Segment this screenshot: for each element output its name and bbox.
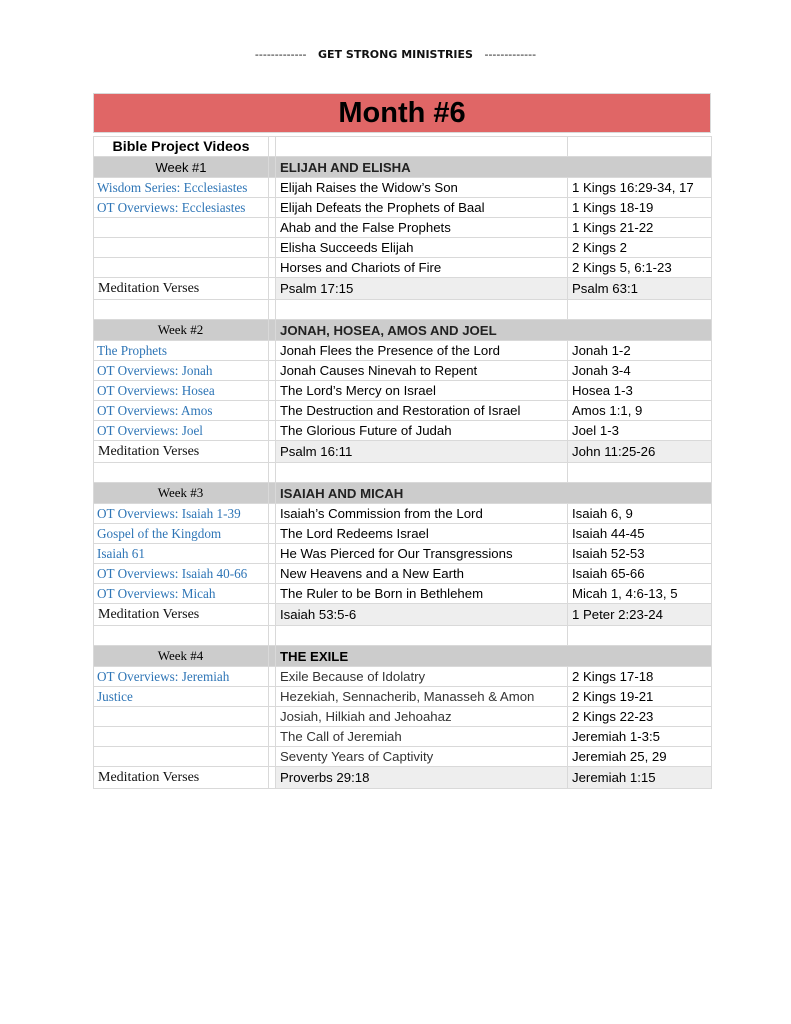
week-label: Week #4 bbox=[94, 646, 269, 667]
meditation-verse-2: Psalm 63:1 bbox=[568, 278, 712, 300]
reading-row bbox=[94, 198, 712, 218]
gap-cell bbox=[269, 463, 276, 483]
gap-cell bbox=[269, 157, 276, 178]
gap-cell bbox=[269, 626, 276, 646]
gap-cell bbox=[269, 604, 276, 626]
scripture-passage: 2 Kings 19-21 bbox=[568, 687, 712, 707]
scripture-passage: 1 Kings 16:29-34, 17 bbox=[568, 178, 712, 198]
meditation-verse-2: 1 Peter 2:23-24 bbox=[568, 604, 712, 626]
scripture-passage: 2 Kings 22-23 bbox=[568, 707, 712, 727]
reading-title: He Was Pierced for Our Transgressions bbox=[276, 544, 568, 564]
spacer-row bbox=[94, 626, 712, 646]
gap-cell bbox=[269, 687, 276, 707]
month-plan-sheet bbox=[93, 93, 711, 789]
gap-cell bbox=[269, 178, 276, 198]
gap-cell bbox=[269, 441, 276, 463]
reading-title: Elijah Defeats the Prophets of Baal bbox=[276, 198, 568, 218]
video-cell-empty bbox=[94, 747, 269, 767]
header-right-dashes: ------------- bbox=[484, 48, 537, 61]
week-theme: ELIJAH AND ELISHA bbox=[276, 157, 712, 178]
video-link[interactable]: OT Overviews: Isaiah 1-39 bbox=[94, 504, 269, 524]
scripture-passage: Jonah 3-4 bbox=[568, 361, 712, 381]
org-name: GET STRONG MINISTRIES bbox=[318, 48, 473, 61]
empty-cell bbox=[276, 300, 568, 320]
gap-cell bbox=[269, 564, 276, 584]
reading-row bbox=[94, 381, 712, 401]
gap-cell bbox=[269, 747, 276, 767]
reading-row bbox=[94, 504, 712, 524]
scripture-passage: Micah 1, 4:6-13, 5 bbox=[568, 584, 712, 604]
meditation-label: Meditation Verses bbox=[94, 278, 269, 300]
meditation-row bbox=[94, 278, 712, 300]
video-link[interactable]: Gospel of the Kingdom bbox=[94, 524, 269, 544]
video-link[interactable]: OT Overviews: Jonah bbox=[94, 361, 269, 381]
meditation-row bbox=[94, 604, 712, 626]
reading-title: The Glorious Future of Judah bbox=[276, 421, 568, 441]
gap-cell bbox=[269, 483, 276, 504]
scripture-passage: Amos 1:1, 9 bbox=[568, 401, 712, 421]
reading-title: New Heavens and a New Earth bbox=[276, 564, 568, 584]
scripture-passage: 2 Kings 2 bbox=[568, 238, 712, 258]
reading-row bbox=[94, 178, 712, 198]
gap-cell bbox=[269, 238, 276, 258]
empty-cell bbox=[568, 463, 712, 483]
reading-row bbox=[94, 667, 712, 687]
empty-cell bbox=[94, 300, 269, 320]
week-theme: ISAIAH AND MICAH bbox=[276, 483, 712, 504]
gap-cell bbox=[269, 727, 276, 747]
reading-title: The Lord’s Mercy on Israel bbox=[276, 381, 568, 401]
video-link[interactable]: OT Overviews: Micah bbox=[94, 584, 269, 604]
reading-row bbox=[94, 218, 712, 238]
reading-title: The Lord Redeems Israel bbox=[276, 524, 568, 544]
gap-cell bbox=[269, 667, 276, 687]
week-label: Week #1 bbox=[94, 157, 269, 178]
meditation-verse-2: John 11:25-26 bbox=[568, 441, 712, 463]
scripture-passage: 2 Kings 5, 6:1-23 bbox=[568, 258, 712, 278]
week-header-row bbox=[94, 320, 712, 341]
reading-row bbox=[94, 727, 712, 747]
reading-title: Jonah Flees the Presence of the Lord bbox=[276, 341, 568, 361]
empty-header-cell bbox=[276, 137, 568, 157]
week-theme: THE EXILE bbox=[276, 646, 712, 667]
meditation-label: Meditation Verses bbox=[94, 604, 269, 626]
empty-cell bbox=[94, 626, 269, 646]
week-header-row bbox=[94, 483, 712, 504]
spacer-row bbox=[94, 463, 712, 483]
meditation-verse-1: Proverbs 29:18 bbox=[276, 767, 568, 789]
video-link[interactable]: Isaiah 61 bbox=[94, 544, 269, 564]
reading-title: Elisha Succeeds Elijah bbox=[276, 238, 568, 258]
reading-title: Hezekiah, Sennacherib, Manasseh & Amon bbox=[276, 687, 568, 707]
meditation-verse-1: Psalm 16:11 bbox=[276, 441, 568, 463]
reading-title: Josiah, Hilkiah and Jehoahaz bbox=[276, 707, 568, 727]
empty-cell bbox=[568, 626, 712, 646]
video-cell-empty bbox=[94, 238, 269, 258]
gap-cell bbox=[269, 421, 276, 441]
reading-row bbox=[94, 564, 712, 584]
gap-cell bbox=[269, 504, 276, 524]
reading-row bbox=[94, 258, 712, 278]
videos-column-header: Bible Project Videos bbox=[94, 137, 269, 157]
scripture-passage: 2 Kings 17-18 bbox=[568, 667, 712, 687]
reading-title: Jonah Causes Ninevah to Repent bbox=[276, 361, 568, 381]
week-header-row bbox=[94, 646, 712, 667]
scripture-passage: Jeremiah 25, 29 bbox=[568, 747, 712, 767]
gap-cell bbox=[269, 646, 276, 667]
month-title: Month #6 bbox=[93, 93, 711, 133]
gap-cell bbox=[269, 584, 276, 604]
week-header-row bbox=[94, 157, 712, 178]
scripture-passage: Joel 1-3 bbox=[568, 421, 712, 441]
gap-cell bbox=[269, 401, 276, 421]
video-link[interactable]: OT Overviews: Ecclesiastes bbox=[94, 198, 269, 218]
video-cell-empty bbox=[94, 727, 269, 747]
column-header-row bbox=[94, 137, 712, 157]
gap-cell bbox=[269, 524, 276, 544]
video-link[interactable]: OT Overviews: Isaiah 40-66 bbox=[94, 564, 269, 584]
meditation-row bbox=[94, 767, 712, 789]
gap-cell bbox=[269, 198, 276, 218]
video-link[interactable]: OT Overviews: Joel bbox=[94, 421, 269, 441]
reading-title: The Call of Jeremiah bbox=[276, 727, 568, 747]
week-label: Week #3 bbox=[94, 483, 269, 504]
scripture-passage: Isaiah 52-53 bbox=[568, 544, 712, 564]
scripture-passage: Hosea 1-3 bbox=[568, 381, 712, 401]
reading-row bbox=[94, 584, 712, 604]
scripture-passage: 1 Kings 21-22 bbox=[568, 218, 712, 238]
reading-row bbox=[94, 401, 712, 421]
meditation-label: Meditation Verses bbox=[94, 767, 269, 789]
video-link[interactable]: OT Overviews: Amos bbox=[94, 401, 269, 421]
reading-title: Horses and Chariots of Fire bbox=[276, 258, 568, 278]
scripture-passage: Jeremiah 1-3:5 bbox=[568, 727, 712, 747]
empty-cell bbox=[568, 300, 712, 320]
video-link[interactable]: Justice bbox=[94, 687, 269, 707]
gap-cell bbox=[269, 320, 276, 341]
reading-title: Isaiah’s Commission from the Lord bbox=[276, 504, 568, 524]
reading-row bbox=[94, 524, 712, 544]
reading-title: The Ruler to be Born in Bethlehem bbox=[276, 584, 568, 604]
reading-title: Exile Because of Idolatry bbox=[276, 667, 568, 687]
video-link[interactable]: The Prophets bbox=[94, 341, 269, 361]
gap-cell bbox=[269, 767, 276, 789]
video-cell-empty bbox=[94, 218, 269, 238]
reading-title: Seventy Years of Captivity bbox=[276, 747, 568, 767]
gap-cell bbox=[269, 137, 276, 157]
meditation-verse-1: Isaiah 53:5-6 bbox=[276, 604, 568, 626]
video-link[interactable]: OT Overviews: Jeremiah bbox=[94, 667, 269, 687]
scripture-passage: Jonah 1-2 bbox=[568, 341, 712, 361]
reading-title: The Destruction and Restoration of Israel bbox=[276, 401, 568, 421]
scripture-passage: Isaiah 65-66 bbox=[568, 564, 712, 584]
scripture-passage: 1 Kings 18-19 bbox=[568, 198, 712, 218]
empty-cell bbox=[276, 463, 568, 483]
gap-cell bbox=[269, 341, 276, 361]
gap-cell bbox=[269, 707, 276, 727]
reading-row bbox=[94, 341, 712, 361]
scripture-passage: Isaiah 44-45 bbox=[568, 524, 712, 544]
empty-cell bbox=[94, 463, 269, 483]
video-link[interactable]: OT Overviews: Hosea bbox=[94, 381, 269, 401]
meditation-verse-2: Jeremiah 1:15 bbox=[568, 767, 712, 789]
scripture-passage: Isaiah 6, 9 bbox=[568, 504, 712, 524]
header-left-dashes: ------------- bbox=[254, 48, 307, 61]
week-theme: JONAH, HOSEA, AMOS AND JOEL bbox=[276, 320, 712, 341]
gap-cell bbox=[269, 218, 276, 238]
video-cell-empty bbox=[94, 258, 269, 278]
reading-row bbox=[94, 421, 712, 441]
reading-row bbox=[94, 747, 712, 767]
video-cell-empty bbox=[94, 707, 269, 727]
empty-cell bbox=[276, 626, 568, 646]
reading-plan-table bbox=[93, 136, 712, 789]
gap-cell bbox=[269, 300, 276, 320]
gap-cell bbox=[269, 258, 276, 278]
video-link[interactable]: Wisdom Series: Ecclesiastes bbox=[94, 178, 269, 198]
reading-row bbox=[94, 687, 712, 707]
reading-title: Ahab and the False Prophets bbox=[276, 218, 568, 238]
reading-row bbox=[94, 707, 712, 727]
reading-row bbox=[94, 238, 712, 258]
gap-cell bbox=[269, 361, 276, 381]
week-label: Week #2 bbox=[94, 320, 269, 341]
reading-row bbox=[94, 361, 712, 381]
reading-title: Elijah Raises the Widow’s Son bbox=[276, 178, 568, 198]
empty-header-cell bbox=[568, 137, 712, 157]
gap-cell bbox=[269, 544, 276, 564]
org-header bbox=[0, 48, 791, 61]
meditation-label: Meditation Verses bbox=[94, 441, 269, 463]
gap-cell bbox=[269, 278, 276, 300]
meditation-row bbox=[94, 441, 712, 463]
spacer-row bbox=[94, 300, 712, 320]
reading-row bbox=[94, 544, 712, 564]
gap-cell bbox=[269, 381, 276, 401]
meditation-verse-1: Psalm 17:15 bbox=[276, 278, 568, 300]
